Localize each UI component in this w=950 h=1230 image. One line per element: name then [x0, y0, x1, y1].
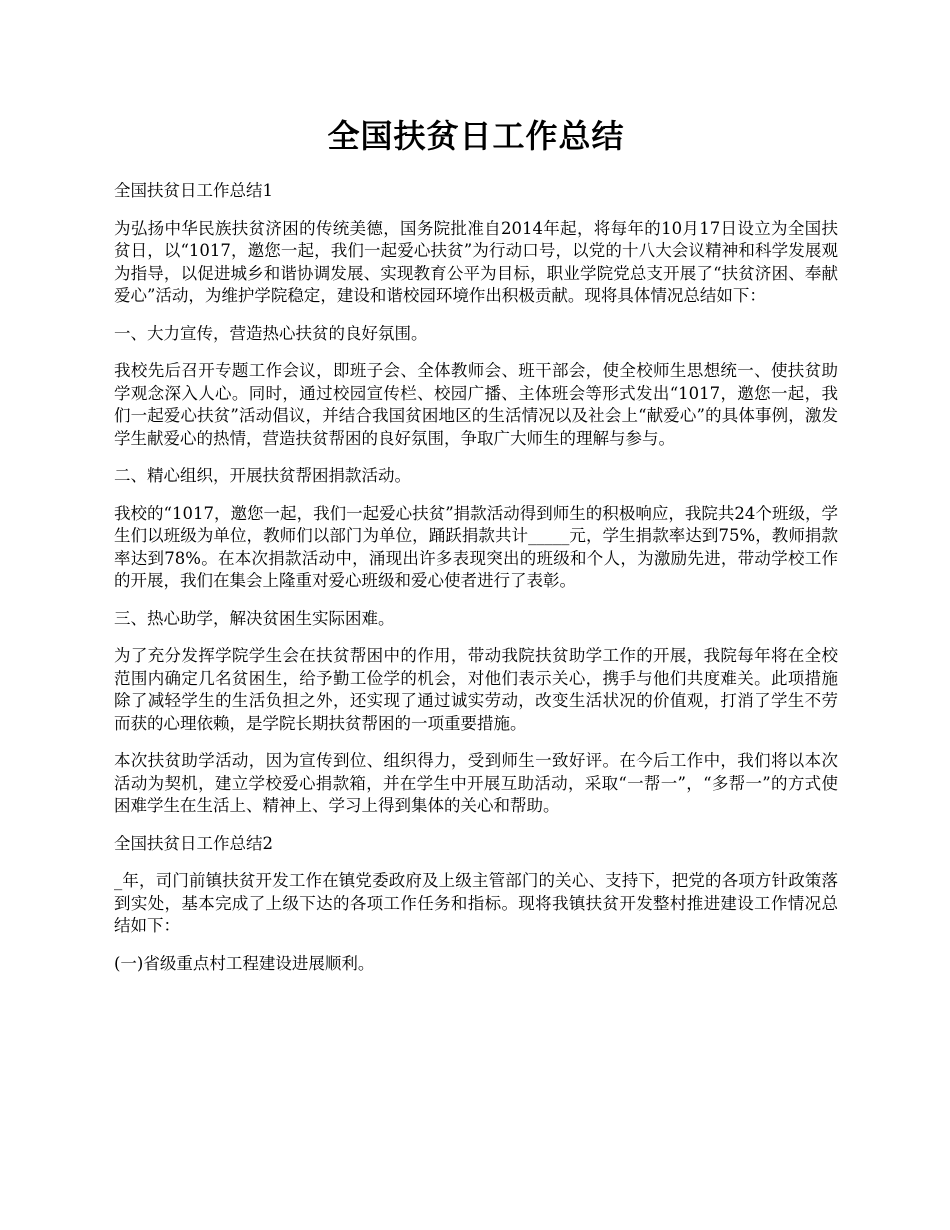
body-paragraph: 为了充分发挥学院学生会在扶贫帮困中的作用，带动我院扶贫助学工作的开展，我院每年将在全校范围内确定几名贫困生，给予勤工俭学的机会，对他们表示关心，携手与他们共度难关。此项措施除了减轻学生的生活负担之外，还实现了通过诚实劳动，改变生活状况的价值观，打消了学生不劳而获的心理依赖，是学院长期扶贫帮困的一项重要措施。	[114, 646, 838, 733]
subsection-heading: 三、热心助学，解决贫困生实际困难。	[114, 608, 395, 628]
section-heading: 全国扶贫日工作总结1	[114, 181, 273, 200]
body-paragraph: 我校的“1017，邀您一起，我们一起爱心扶贫”捐款活动得到师生的积极响应，我院共24个班级，学生们以班级为单位，教师们以部门为单位，踊跃捐款共计_____元，学生捐款率达到75%，教师捐款率达到78%。在本次捐款活动中，涌现出许多表现突出的班级和个人，为激励先进，带动学校工作的开展，我们在集会上隆重对爱心班级和爱心使者进行了表彰。	[114, 503, 838, 590]
section-heading: 全国扶贫日工作总结2	[114, 833, 273, 853]
subsection-heading: 二、精心组织，开展扶贫帮困捐款活动。	[114, 466, 411, 485]
body-paragraph: 本次扶贫助学活动，因为宣传到位、组织得力，受到师生一致好评。在今后工作中，我们将以本次活动为契机，建立学校爱心捐款箱，并在学生中开展互助活动，采取“一帮一”，“多帮一”的方式使困难学生在生活上、精神上、学习上得到集体的关心和帮助。	[114, 751, 838, 815]
document-body	[114, 180, 838, 990]
body-paragraph: 为弘扬中华民族扶贫济困的传统美德，国务院批准自2014年起，将每年的10月17日设立为全国扶贫日，以“1017，邀您一起，我们一起爱心扶贫”为行动口号，以党的十八大会议精神和科学发展观为指导，以促进城乡和谐协调发展、实现教育公平为目标，职业学院党总支开展了“扶贫济困、奉献爱心”活动，为维护学院稳定，建设和谐校园环境作出积极贡献。现将具体情况总结如下：	[114, 218, 838, 305]
body-paragraph: _年，司门前镇扶贫开发工作在镇党委政府及上级主管部门的关心、支持下，把党的各项方针政策落到实处，基本完成了上级下达的各项工作任务和指标。现将我镇扶贫开发整村推进建设工作情况总结如下：	[114, 871, 838, 935]
subsection-heading: 一、大力宣传，营造热心扶贫的良好氛围。	[114, 323, 428, 343]
subsection-heading: (一)省级重点村工程建设进展顺利。	[114, 953, 375, 973]
document-title: 全国扶贫日工作总结	[327, 117, 625, 155]
body-paragraph: 我校先后召开专题工作会议，即班子会、全体教师会、班干部会，使全校师生思想统一、使扶贫助学观念深入人心。同时，通过校园宣传栏、校园广播、主体班会等形式发出“1017，邀您一起，我们一起爱心扶贫”活动倡议，并结合我国贫困地区的生活情况以及社会上“献爱心”的具体事例，激发学生献爱心的热情，营造扶贫帮困的良好氛围，争取广大师生的理解与参与。	[114, 361, 838, 448]
